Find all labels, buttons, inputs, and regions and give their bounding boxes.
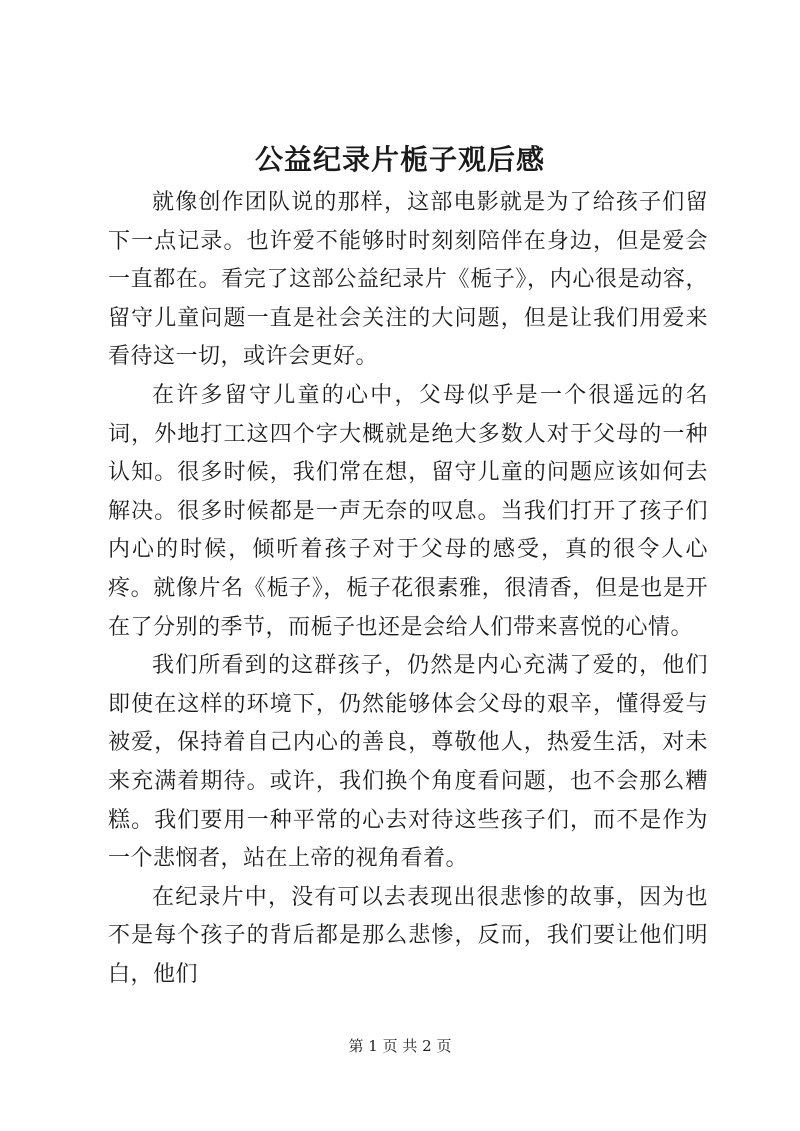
paragraph-4: 在纪录片中，没有可以去表现出很悲惨的故事，因为也不是每个孩子的背后都是那么悲惨，反而，我们要让他们明白，他们 bbox=[108, 884, 708, 987]
page-title: 公益纪录片栀子观后感 bbox=[254, 143, 545, 176]
document-body bbox=[108, 184, 708, 994]
paragraph-2: 在许多留守儿童的心中，父母似乎是一个很遥远的名词，外地打工这四个字大概就是绝大多数人对于父母的一种认知。很多时候，我们常在想，留守儿童的问题应该如何去解决。很多时候都是一声无奈的叹息。当我们打开了孩子们内心的时候，倾听着孩子对于父母的感受，真的很令人心疼。就像片名《栀子》，栀子花很素雅，很清香，但是也是开在了分别的季节，而栀子也还是会给人们带来喜悦的心情。 bbox=[108, 382, 708, 640]
page-footer: 第 1 页 共 2 页 bbox=[348, 1037, 452, 1055]
paragraph-3: 我们所看到的这群孩子，仍然是内心充满了爱的，他们即使在这样的环境下，仍然能够体会父母的艰辛，懂得爱与被爱，保持着自己内心的善良，尊敬他人，热爱生活，对未来充满着期待。或许，我们换个角度看问题，也不会那么糟糕。我们要用一种平常的心去对待这些孩子们，而不是作为一个悲悯者，站在上帝的视角看着。 bbox=[108, 653, 708, 872]
paragraph-1: 就像创作团队说的那样，这部电影就是为了给孩子们留下一点记录。也许爱不能够时时刻刻陪伴在身边，但是爱会一直都在。看完了这部公益纪录片《栀子》，内心很是动容，留守儿童问题一直是社会关注的大问题，但是让我们用爱来看待这一切，或许会更好。 bbox=[108, 190, 708, 370]
